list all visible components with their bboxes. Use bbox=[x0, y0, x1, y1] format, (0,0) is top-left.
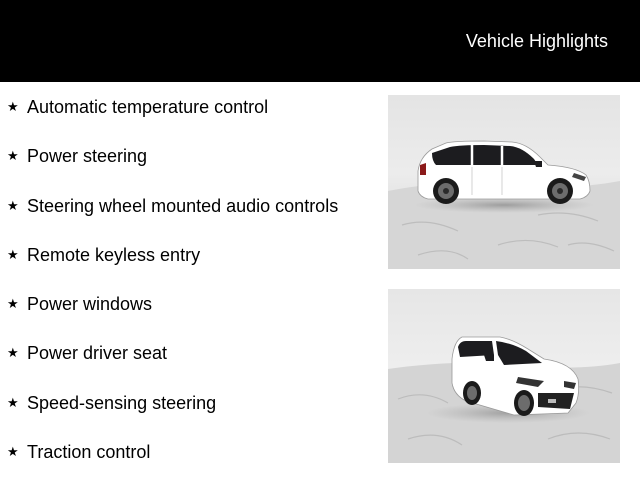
star-icon: ★ bbox=[7, 296, 19, 312]
feature-label: Power driver seat bbox=[27, 343, 168, 364]
feature-item bbox=[7, 143, 377, 192]
star-icon: ★ bbox=[7, 197, 19, 213]
star-icon: ★ bbox=[7, 246, 19, 262]
feature-label: Power steering bbox=[27, 146, 148, 167]
star-icon: ★ bbox=[7, 148, 19, 164]
feature-label: Traction control bbox=[27, 442, 151, 463]
feature-item bbox=[7, 193, 377, 242]
feature-item bbox=[7, 390, 377, 439]
vehicle-photo-front-image bbox=[388, 289, 620, 463]
feature-item bbox=[7, 94, 377, 143]
feature-label: Remote keyless entry bbox=[27, 244, 201, 265]
star-icon: ★ bbox=[7, 345, 19, 361]
feature-label: Speed-sensing steering bbox=[27, 392, 217, 413]
star-icon: ★ bbox=[7, 99, 19, 114]
feature-item bbox=[7, 340, 377, 389]
star-icon: ★ bbox=[7, 394, 19, 410]
feature-label: Automatic temperature control bbox=[27, 97, 269, 117]
vehicle-photo-front bbox=[388, 289, 620, 463]
feature-item bbox=[7, 439, 377, 480]
feature-label: Power windows bbox=[27, 294, 153, 315]
vehicle-photo-side-image bbox=[388, 95, 620, 269]
star-icon: ★ bbox=[7, 444, 19, 460]
header-bar bbox=[0, 0, 640, 82]
feature-item bbox=[7, 291, 377, 340]
feature-item bbox=[7, 242, 377, 291]
page-title: Vehicle Highlights bbox=[465, 31, 608, 51]
feature-list bbox=[7, 94, 377, 480]
vehicle-photo-side bbox=[388, 95, 620, 269]
feature-label: Steering wheel mounted audio controls bbox=[27, 195, 339, 216]
